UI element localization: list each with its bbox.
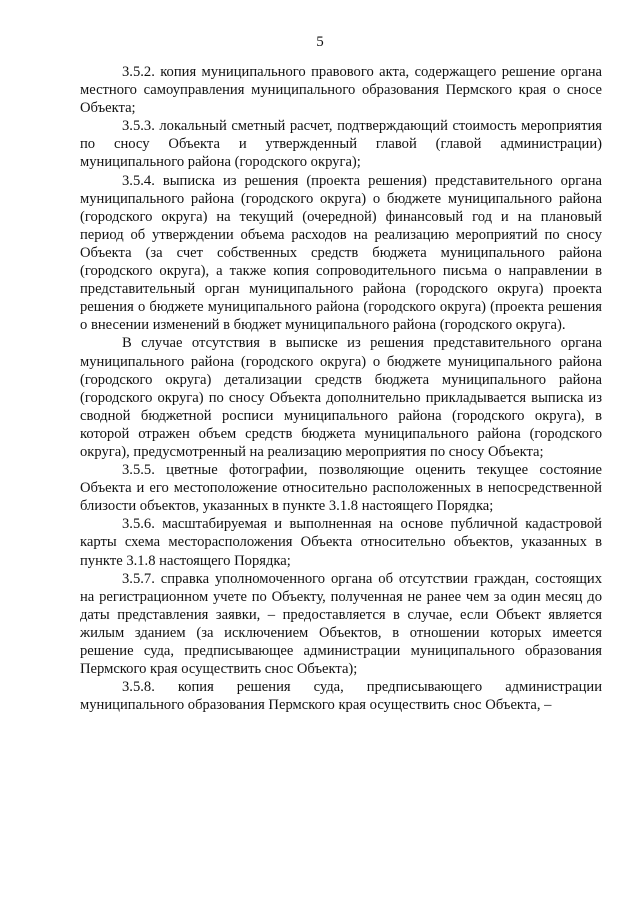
document-body [80,63,602,714]
paragraph-3-5-8: 3.5.8. копия решения суда, предписывающего администрации муниципального образования Пермского края осуществить снос Объекта, – [80,679,602,714]
paragraph-3-5-7: 3.5.7. справка уполномоченного органа об отсутствии граждан, состоящих на регистрационном учете по Объекту, полученная не ранее чем за один месяц до даты представления заявки, – предоставляется в случае, если Объект является жилым зданием (за исключением Объектов, в отношении которых имеется решение суда, предписывающее администрации муниципального образования Пермского края осуществить снос Объекта); [80,570,602,678]
paragraph-3-5-4-note: В случае отсутствия в выписке из решения представительного органа муниципального района (городского округа) о бюджете муниципального района (городского округа) детализации средств бюджета муниципального района (городского округа) по сносу Объекта дополнительно прикладывается выписка из сводной бюджетной росписи муниципального района (городского округа), в которой отражен объем средств бюджета муниципального района (городского округа), предусмотренный на реализацию мероприятия по сносу Объекта; [80,335,602,460]
paragraph-3-5-6: 3.5.6. масштабируемая и выполненная на основе публичной кадастровой карты схема месторасположения Объекта относительно объектов, указанных в пункте 3.1.8 настоящего Порядка; [80,516,602,569]
paragraph-3-5-3: 3.5.3. локальный сметный расчет, подтверждающий стоимость мероприятия по сносу Объекта и утвержденный главой (главой администрации) муниципального района (городского округа); [80,118,602,171]
page-number: 5 [316,34,324,50]
paragraph-3-5-5: 3.5.5. цветные фотографии, позволяющие оценить текущее состояние Объекта и его местоположение относительно расположенных в непосредственной близости объектов, указанных в пункте 3.1.8 настоящего Порядка; [80,462,602,515]
paragraph-3-5-4: 3.5.4. выписка из решения (проекта решения) представительного органа муниципального района (городского округа) о бюджете муниципального района (городского округа) на текущий (очередной) финансовый год и на плановый период об утверждении объема расходов на реализацию мероприятий по сносу Объекта (за счет собственных средств бюджета муниципального района (городского округа), а также копия сопроводительного письма о направлении в представительный орган муниципального района (городского округа) проекта решения о бюджете муниципального района (городского округа) (проекта решения о внесении изменений в бюджет муниципального района (городского округа). [80,172,602,334]
paragraph-3-5-2: 3.5.2. копия муниципального правового акта, содержащего решение органа местного самоуправления муниципального образования Пермского края о сносе Объекта; [80,64,602,117]
